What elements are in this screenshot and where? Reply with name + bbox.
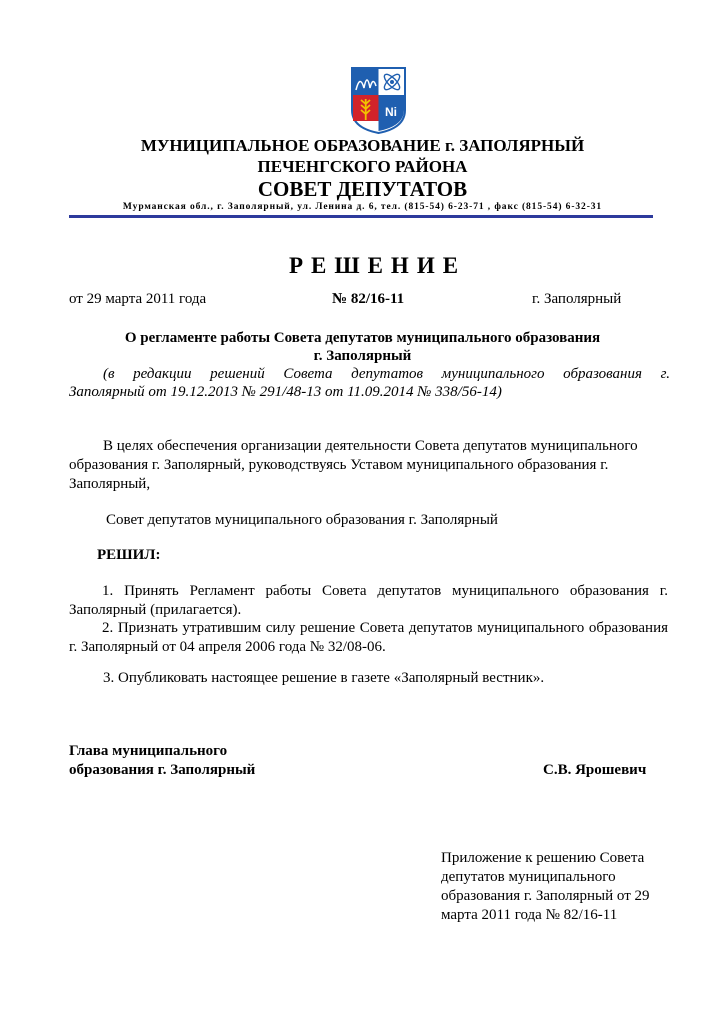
document-date: от 29 марта 2011 года <box>69 291 207 307</box>
signatory-name: С.В. Ярошевич <box>543 762 647 778</box>
document-number: № 82/16-11 <box>332 291 405 307</box>
document-city: г. Заполярный <box>532 291 622 307</box>
document-title: РЕШЕНИЕ <box>288 253 467 278</box>
signatory-title-line-1: Глава муниципального <box>69 743 228 759</box>
resolution-item-3: 3. Опубликовать настоящее решение в газете «Заполярный вестник». <box>103 670 545 686</box>
header-address: Мурманская обл., г. Заполярный, ул. Ленина д. 6, тел. (815-54) 6-23-71 , факс (815-54) 6-32-31 <box>122 202 603 212</box>
annex-note: Приложение к решению Совета депутатов муниципального образования г. Заполярный от 29 марта 2011 года № 82/16-11 <box>441 850 650 923</box>
preamble-paragraph: В целях обеспечения организации деятельности Совета депутатов муниципального образования г. Заполярный, руководствуясь Уставом муниципального образования г. Заполярный, <box>69 438 638 492</box>
coat-of-arms-emblem <box>350 66 407 134</box>
header-municipality: МУНИЦИПАЛЬНОЕ ОБРАЗОВАНИЕ г. ЗАПОЛЯРНЫЙ <box>140 136 585 155</box>
nickel-symbol: Ni <box>385 105 397 119</box>
header-divider <box>69 215 653 218</box>
signatory-title-line-2: образования г. Заполярный <box>69 762 256 778</box>
resolution-item-2: 2. Признать утратившим силу решение Совета депутатов муниципального образования г. Заполярный от 04 апреля 2006 года № 32/08-06. <box>69 620 668 655</box>
subject-line-2: г. Заполярный <box>313 348 412 364</box>
resolution-item-1: 1. Принять Регламент работы Совета депутатов муниципального образования г. Заполярный (прилагается). <box>69 583 668 618</box>
subject-line-1: О регламенте работы Совета депутатов муниципального образования <box>124 330 601 346</box>
council-line: Совет депутатов муниципального образования г. Заполярный <box>106 512 498 528</box>
edition-note-line-2: Заполярный от 19.12.2013 № 291/48-13 от 11.09.2014 № 338/56-14) <box>69 384 502 400</box>
resolved-heading: РЕШИЛ: <box>97 547 161 563</box>
header-council: СОВЕТ ДЕПУТАТОВ <box>257 177 468 201</box>
edition-note-line-1: (в редакции решений Совета депутатов муниципального образования г. <box>103 366 670 382</box>
header-district: ПЕЧЕНГСКОГО РАЙОНА <box>257 157 468 176</box>
